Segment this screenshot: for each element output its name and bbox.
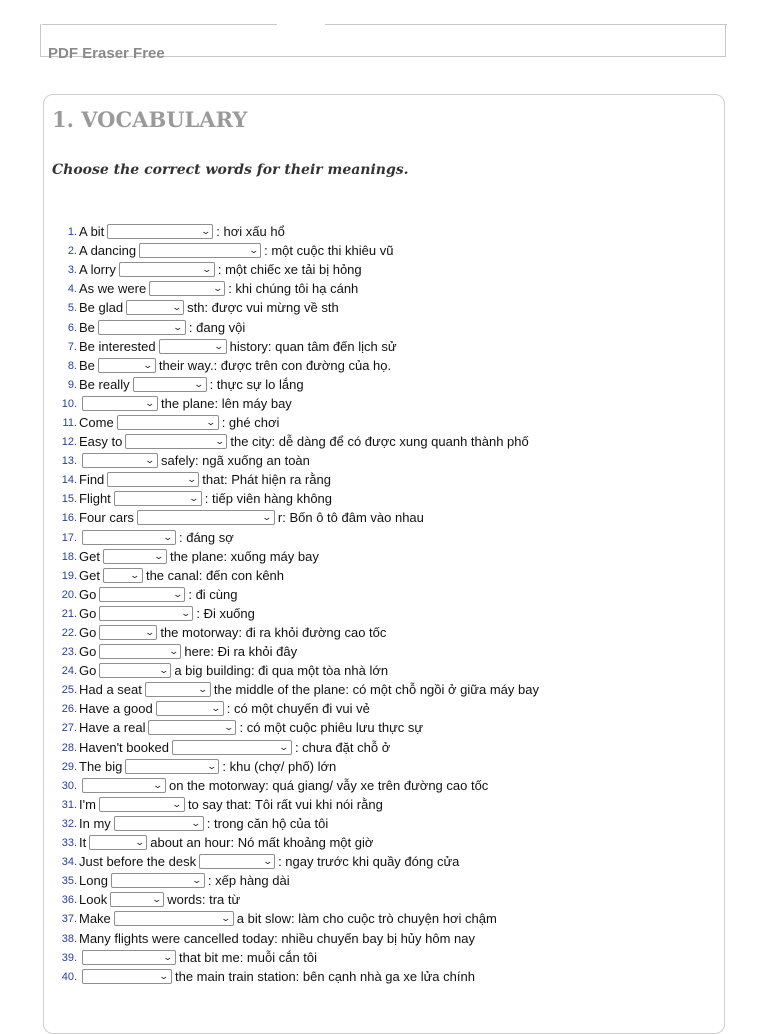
question-number-text: 32.: [61, 817, 77, 830]
question-suffix: on the motorway: quá giang/ vẫy xe trên đường cao tốc: [169, 777, 489, 793]
answer-dropdown[interactable]: [99, 606, 193, 621]
question-suffix: : tiếp viên hàng không: [204, 491, 333, 507]
question-suffix: : một cuộc thi khiêu vũ: [264, 243, 394, 259]
question-suffix: : ngay trước khi quầy đóng cửa: [278, 854, 460, 870]
question-number-text: 36.: [61, 894, 77, 907]
chevron-down-icon: ⌄: [190, 817, 202, 828]
answer-dropdown[interactable]: [99, 625, 157, 640]
question-number-text: 30.: [61, 779, 77, 792]
question-number-text: 12.: [61, 436, 77, 449]
question-number-text: 27.: [61, 722, 77, 735]
question-item: [57, 260, 539, 279]
chevron-down-icon: ⌄: [212, 283, 223, 294]
question-item: [57, 566, 539, 585]
chevron-down-icon: ⌄: [186, 474, 197, 485]
question-item: [57, 776, 539, 795]
question-body: [79, 394, 292, 413]
chevron-down-icon: ⌄: [210, 703, 222, 714]
chevron-down-icon: ⌄: [262, 856, 273, 867]
question-prefix: The big: [79, 758, 123, 774]
question-item: [57, 890, 539, 909]
answer-dropdown[interactable]: [89, 835, 147, 850]
answer-dropdown[interactable]: [114, 816, 204, 831]
question-prefix: Be: [79, 319, 95, 335]
question-item: [57, 528, 539, 547]
question-suffix: : có một chuyến đi vui vẻ: [226, 701, 370, 717]
question-prefix: Flight: [79, 491, 111, 507]
question-body: [79, 890, 240, 909]
question-prefix: A dancing: [79, 243, 137, 259]
answer-dropdown[interactable]: [125, 434, 227, 449]
answer-dropdown[interactable]: [126, 300, 184, 315]
question-body: [79, 566, 284, 585]
question-prefix: I'm: [79, 796, 96, 812]
answer-dropdown[interactable]: [114, 491, 202, 506]
question-suffix: : Đi xuống: [196, 605, 255, 621]
question-body: [79, 260, 362, 279]
chevron-down-icon: ⌄: [162, 531, 174, 542]
question-body: [79, 776, 488, 795]
chevron-down-icon: ⌄: [205, 416, 217, 427]
question-number-text: 13.: [61, 455, 77, 468]
question-prefix: Be glad: [79, 300, 124, 316]
answer-dropdown[interactable]: [107, 224, 213, 239]
question-suffix: : đang vội: [188, 319, 246, 335]
question-body: [79, 852, 459, 871]
question-item: [57, 642, 539, 661]
question-body: [79, 623, 386, 642]
question-number-text: 33.: [61, 837, 77, 850]
answer-dropdown[interactable]: [119, 262, 215, 277]
question-prefix: Go: [79, 644, 97, 660]
question-suffix: the main train station: bên cạnh nhà ga xe lửa chính: [175, 968, 475, 984]
question-suffix: : khu (chợ/ phố) lớn: [222, 758, 337, 774]
answer-dropdown[interactable]: [82, 530, 176, 545]
question-item: [57, 757, 539, 776]
answer-dropdown[interactable]: [82, 396, 158, 411]
question-number-text: 20.: [61, 588, 77, 601]
question-item: [57, 413, 539, 432]
question-suffix: : hơi xấu hổ: [216, 224, 285, 240]
answer-dropdown[interactable]: [148, 720, 236, 735]
question-body: [79, 642, 297, 661]
app-title: PDF Eraser Free: [48, 45, 165, 62]
chevron-down-icon: ⌄: [168, 646, 179, 657]
chevron-down-icon: ⌄: [206, 760, 217, 771]
question-body: [79, 279, 358, 298]
question-item: [57, 585, 539, 604]
question-suffix: the middle of the plane: có một chỗ ngồi ở giữa máy bay: [213, 682, 539, 698]
question-suffix: r: Bốn ô tô đâm vào nhau: [277, 510, 424, 526]
question-body: [79, 795, 383, 814]
question-number-text: 17.: [61, 531, 77, 544]
question-number-text: 24.: [61, 665, 77, 678]
question-body: [79, 967, 475, 986]
answer-dropdown[interactable]: [107, 472, 199, 487]
question-number-text: 29.: [61, 760, 77, 773]
answer-dropdown[interactable]: [133, 377, 207, 392]
question-prefix: Go: [79, 625, 97, 641]
question-suffix: sth: được vui mừng về sth: [187, 300, 339, 316]
question-number-text: 26.: [61, 703, 77, 716]
chevron-down-icon: ⌄: [142, 359, 154, 370]
question-suffix: here: Đi ra khỏi đây: [184, 644, 298, 660]
question-number-text: 38.: [61, 932, 77, 945]
question-suffix: : có một cuộc phiêu lưu thực sự: [239, 720, 424, 736]
question-body: [79, 948, 317, 967]
answer-dropdown[interactable]: [137, 510, 275, 525]
question-body: [79, 909, 497, 928]
question-item: [57, 432, 539, 451]
question-body: [79, 356, 391, 375]
chevron-down-icon: ⌄: [214, 436, 225, 447]
question-suffix: a bit slow: làm cho cuộc trò chuyện hơi chậm: [236, 911, 497, 927]
question-item: [57, 833, 539, 852]
question-body: [79, 337, 397, 356]
question-body: [79, 241, 393, 260]
chevron-down-icon: ⌄: [188, 493, 200, 504]
chevron-down-icon: ⌄: [180, 607, 191, 618]
question-prefix: A bit: [79, 224, 105, 240]
question-item: [57, 337, 539, 356]
question-item: [57, 451, 539, 470]
answer-dropdown[interactable]: [82, 950, 176, 965]
question-prefix: It: [79, 835, 87, 851]
question-body: [79, 432, 529, 451]
chevron-down-icon: ⌄: [171, 798, 183, 809]
chevron-down-icon: ⌄: [220, 913, 232, 924]
question-item: [57, 508, 539, 527]
answer-dropdown[interactable]: [114, 911, 234, 926]
question-item: [57, 718, 539, 737]
question-body: [79, 871, 290, 890]
question-body: [79, 318, 245, 337]
question-prefix: Make: [79, 911, 111, 927]
chevron-down-icon: ⌄: [172, 321, 184, 332]
question-suffix: history: quan tâm đến lịch sử: [229, 338, 397, 354]
answer-dropdown[interactable]: [199, 854, 275, 869]
question-item: [57, 317, 539, 336]
question-number-text: 3.: [67, 264, 77, 277]
question-prefix: Go: [79, 605, 97, 621]
chevron-down-icon: ⌄: [144, 455, 156, 466]
question-number-text: 23.: [61, 646, 77, 659]
question-number-text: 18.: [61, 550, 77, 563]
answer-dropdown[interactable]: [82, 778, 166, 793]
question-prefix: As we were: [79, 281, 147, 297]
chevron-down-icon: ⌄: [261, 512, 273, 523]
question-body: [79, 661, 388, 680]
question-prefix: Find: [79, 472, 105, 488]
answer-dropdown[interactable]: [103, 568, 143, 583]
chevron-down-icon: ⌄: [152, 779, 164, 790]
answer-dropdown[interactable]: [156, 701, 224, 716]
question-prefix: Four cars: [79, 510, 134, 526]
question-number-text: 34.: [61, 856, 77, 869]
question-suffix: : khi chúng tôi hạ cánh: [228, 281, 359, 297]
question-number-text: 21.: [61, 607, 77, 620]
question-number-text: 39.: [61, 951, 77, 964]
question-prefix: Have a real: [79, 720, 146, 736]
chevron-down-icon: ⌄: [153, 550, 165, 561]
question-number-text: 9.: [67, 378, 77, 391]
question-body: [79, 298, 339, 317]
chevron-down-icon: ⌄: [213, 340, 225, 351]
chevron-down-icon: ⌄: [158, 665, 169, 676]
answer-dropdown[interactable]: [110, 892, 164, 907]
chevron-down-icon: ⌄: [191, 875, 203, 886]
answer-dropdown[interactable]: [159, 339, 227, 354]
question-prefix: Get: [79, 548, 100, 564]
question-number-text: 8.: [67, 359, 77, 372]
answer-dropdown[interactable]: [99, 663, 171, 678]
question-number-text: 6.: [67, 321, 77, 334]
question-suffix: : ghé chơi: [221, 414, 280, 430]
question-suffix: : trong căn hộ của tôi: [206, 815, 329, 831]
question-suffix: : đi cùng: [188, 586, 238, 602]
question-item: [57, 241, 539, 260]
answer-dropdown[interactable]: [139, 243, 261, 258]
answer-dropdown[interactable]: [98, 320, 186, 335]
question-suffix: that bit me: muỗi cắn tôi: [179, 949, 318, 965]
chevron-down-icon: ⌄: [151, 894, 162, 905]
chevron-down-icon: ⌄: [278, 741, 290, 752]
question-body: [79, 757, 336, 776]
question-item: [57, 852, 539, 871]
question-body: [79, 604, 255, 623]
question-item: [57, 547, 539, 566]
chevron-down-icon: ⌄: [197, 684, 209, 695]
question-item: [57, 375, 539, 394]
question-suffix: : chưa đặt chỗ ở: [294, 739, 391, 755]
answer-dropdown[interactable]: [82, 453, 158, 468]
question-number-text: 11.: [62, 416, 77, 429]
question-prefix: Just before the desk: [79, 854, 197, 870]
question-body: [79, 929, 475, 948]
chevron-down-icon: ⌄: [129, 569, 141, 580]
question-item: [57, 738, 539, 757]
question-body: [79, 738, 390, 757]
question-number-text: 19.: [61, 569, 77, 582]
question-item: [57, 356, 539, 375]
section-title: 1. VOCABULARY: [52, 107, 248, 132]
question-prefix: Go: [79, 586, 97, 602]
question-body: [79, 718, 423, 737]
question-body: [79, 413, 279, 432]
question-prefix: In my: [79, 815, 111, 831]
question-number-text: 37.: [61, 913, 77, 926]
question-body: [79, 547, 319, 566]
answer-dropdown[interactable]: [117, 415, 219, 430]
question-item: [57, 470, 539, 489]
question-prefix: A lorry: [79, 262, 116, 278]
question-item: [57, 967, 539, 986]
question-number-text: 22.: [61, 627, 77, 640]
question-item: [57, 222, 539, 241]
answer-dropdown[interactable]: [103, 549, 167, 564]
question-prefix: Easy to: [79, 434, 123, 450]
question-item: [57, 909, 539, 928]
question-item: [57, 928, 539, 947]
question-suffix: words: tra từ: [167, 892, 241, 908]
question-suffix: the plane: lên máy bay: [161, 395, 292, 411]
chevron-down-icon: ⌄: [162, 951, 174, 962]
question-suffix: : thực sự lo lắng: [209, 376, 304, 392]
answer-dropdown[interactable]: [149, 281, 225, 296]
question-list: [57, 222, 539, 986]
question-number-text: 2.: [67, 245, 77, 258]
question-item: [57, 298, 539, 317]
question-body: [79, 489, 332, 508]
answer-dropdown[interactable]: [98, 358, 156, 373]
question-item: [57, 680, 539, 699]
question-prefix: Be really: [79, 376, 130, 392]
answer-dropdown[interactable]: [172, 740, 292, 755]
question-number-text: 5.: [67, 302, 77, 315]
question-number-text: 31.: [61, 798, 77, 811]
question-number-text: 35.: [61, 875, 77, 888]
question-suffix: the motorway: đi ra khỏi đường cao tốc: [160, 625, 387, 641]
question-item: [57, 279, 539, 298]
chevron-down-icon: ⌄: [200, 226, 211, 237]
question-prefix: Have a good: [79, 701, 153, 717]
chevron-down-icon: ⌄: [134, 837, 145, 848]
question-number-text: 14.: [61, 474, 77, 487]
question-number-text: 7.: [67, 340, 77, 353]
question-suffix: : một chiếc xe tải bị hỏng: [217, 262, 362, 278]
question-number-text: 28.: [61, 741, 77, 754]
question-item: [57, 394, 539, 413]
question-item: [57, 871, 539, 890]
chevron-down-icon: ⌄: [201, 264, 213, 275]
answer-dropdown[interactable]: [111, 873, 205, 888]
chevron-down-icon: ⌄: [171, 302, 182, 313]
question-body: [79, 814, 328, 833]
chevron-down-icon: ⌄: [248, 245, 259, 256]
chevron-down-icon: ⌄: [144, 397, 156, 408]
question-number-text: 15.: [61, 493, 77, 506]
question-body: [79, 375, 304, 394]
question-item: [57, 489, 539, 508]
question-item: [57, 814, 539, 833]
question-prefix: Many flights were cancelled today: nhiều chuyến bay bị hủy hôm nay: [79, 930, 476, 946]
answer-dropdown[interactable]: [99, 644, 181, 659]
question-prefix: Long: [79, 873, 108, 889]
question-suffix: : xếp hàng dài: [207, 873, 290, 889]
question-prefix: Come: [79, 414, 114, 430]
question-item: [57, 661, 539, 680]
question-item: [57, 604, 539, 623]
question-prefix: Go: [79, 663, 97, 679]
question-number-text: 4.: [67, 283, 77, 296]
chevron-down-icon: ⌄: [144, 627, 155, 638]
question-body: [79, 585, 238, 604]
chevron-down-icon: ⌄: [172, 588, 183, 599]
question-suffix: : đáng sợ: [179, 529, 234, 545]
question-suffix: about an hour: Nó mất khoảng một giờ: [150, 835, 374, 851]
question-prefix: Be interested: [79, 338, 156, 354]
question-body: [79, 833, 373, 852]
question-suffix: a big building: đi qua một tòa nhà lớn: [174, 663, 389, 679]
question-body: [79, 680, 539, 699]
question-suffix: to say that: Tôi rất vui khi nói rằng: [187, 796, 383, 812]
question-suffix: their way.: được trên con đường của họ.: [158, 357, 392, 373]
question-suffix: safely: ngã xuống an toàn: [161, 453, 310, 469]
question-number-text: 16.: [61, 512, 77, 525]
question-body: [79, 508, 424, 527]
question-prefix: Haven't booked: [79, 739, 169, 755]
question-prefix: Be: [79, 357, 95, 373]
chevron-down-icon: ⌄: [193, 378, 205, 389]
question-item: [57, 795, 539, 814]
question-suffix: the canal: đến con kênh: [145, 567, 285, 583]
answer-dropdown[interactable]: [145, 682, 211, 697]
question-body: [79, 470, 331, 489]
question-prefix: Look: [79, 892, 108, 908]
question-number-text: 10.: [61, 397, 77, 410]
answer-dropdown[interactable]: [125, 759, 219, 774]
question-body: [79, 222, 285, 241]
question-prefix: Get: [79, 567, 100, 583]
answer-dropdown[interactable]: [82, 969, 172, 984]
question-number-text: 40.: [61, 970, 77, 983]
question-item: [57, 623, 539, 642]
question-suffix: that: Phát hiện ra rằng: [202, 472, 331, 488]
question-body: [79, 699, 370, 718]
question-number-text: 25.: [61, 684, 77, 697]
question-item: [57, 948, 539, 967]
answer-dropdown[interactable]: [99, 587, 185, 602]
question-suffix: the city: dễ dàng để có được xung quanh thành phố: [230, 434, 529, 450]
question-suffix: the plane: xuống máy bay: [169, 548, 319, 564]
instruction-text: Choose the correct words for their meanings.: [52, 162, 409, 178]
question-number-text: 1.: [67, 226, 77, 239]
question-item: [57, 699, 539, 718]
answer-dropdown[interactable]: [99, 797, 185, 812]
question-body: [79, 451, 310, 470]
chevron-down-icon: ⌄: [223, 722, 234, 733]
question-prefix: Had a seat: [79, 682, 142, 698]
chevron-down-icon: ⌄: [158, 970, 170, 981]
question-body: [79, 528, 234, 547]
